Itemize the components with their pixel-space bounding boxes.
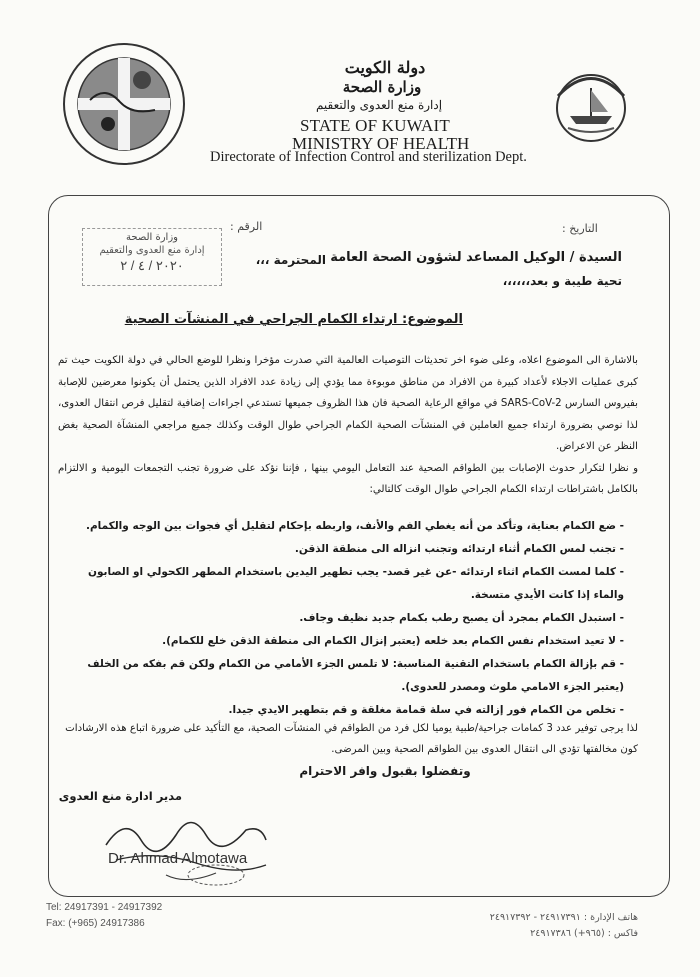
- subject-line: الموضوع: ارتداء الكمام الجراحي في المنشآت الصحية: [124, 312, 463, 327]
- header-ar-directorate: إدارة منع العدوى والتعقيم: [315, 98, 443, 112]
- closing-paragraph: [58, 718, 638, 760]
- signatory-name: Dr. Ahmad Almotawa: [108, 850, 248, 867]
- footer-tel-ar: هاتف الإدارة : ٢٤٩١٧٣٩١ - ٢٤٩١٧٣٩٢: [489, 912, 638, 923]
- list-item: - قم بإزالة الكمام باستخدام التقنية المناسبة: لا تلمس الجزء الأمامي من الكمام ولكن قم بفكه من الخلف (يعتبر الجزء الامامي ملوث ومصدر للعدوى).: [87, 658, 624, 693]
- handwritten-signature: [96, 805, 276, 890]
- footer-fax-ar: فاكس : (٩٦٥+) ٢٤٩١٧٣٨٦: [530, 928, 638, 939]
- recipient: السيدة / الوكيل المساعد لشؤون الصحة العامة: [330, 250, 622, 265]
- header-en-state: STATE OF KUWAIT: [300, 116, 450, 135]
- registry-stamp: [82, 228, 222, 286]
- list-item: - لا تعيد استخدام نفس الكمام بعد خلعه (يعتبر إنزال الكمام الى منطقة الذقن خلع للكمام).: [162, 635, 624, 647]
- regards-line: وتفضلوا بقبول وافر الاحترام: [299, 764, 471, 778]
- header-ar-ministry: وزارة الصحة: [342, 78, 422, 96]
- stamp-line-1: وزارة الصحة: [126, 232, 178, 243]
- date-label: التاريخ :: [562, 222, 598, 235]
- signatory-title: مدير ادارة منع العدوى: [58, 789, 182, 803]
- kuwait-emblem: [548, 66, 634, 144]
- list-item: - تجنب لمس الكمام أثناء ارتدائه وتجنب انزاله الى منطقة الذقن.: [294, 543, 624, 555]
- list-item: - ضع الكمام بعناية، وتأكد من أنه يغطي الفم والأنف، واربطه بإحكام لتقليل أي فجوات بين الوجه والكمام.: [85, 520, 624, 532]
- greeting: تحية طيبة و بعد،،،،،،: [502, 274, 622, 288]
- list-item: - تخلص من الكمام فور إزالته في سلة قمامة مغلقة و قم بتطهير الايدي جيدا.: [228, 704, 624, 716]
- body-paragraph: بالاشارة الى الموضوع اعلاه، وعلى ضوء اخر تحديثات التوصيات العالمية التي صدرت مؤخرا ونظرا للوضع الحالي في دولة الكويت حيث تم كبرى عمليات الاجلاء لأعداد كبيرة من الافراد من مناطق موبوءة مما يؤدي إلى زيادة عدد الافراد الذين يحتمل أن يكونوا معرضين للإصابة بفيروس السارس SARS-CoV-2 في مواقع الرعاية الصحية فان هذا الظروف جميعها تستدعي اجراءات إضافية لتقليل فرص انتقال العدوى، لذا نوصي بضرورة ارتداء جميع العاملين في المنشآت الصحية الكمام الجراحي طوال الوقت وكذلك جميع مراجعي المنشآة الصحية بغض النظر عن الاعراض.: [58, 355, 639, 452]
- footer-tel-en: Tel: 24917391 - 24917392: [46, 902, 163, 913]
- body-paragraph: و نظرا لتكرار حدوث الإصابات بين الطواقم الصحية عند التعامل اليومي بينها , فإننا نؤكد على ضرورة تجنب التجمعات اليومية و الالتزام بالكامل باشتراطات ارتداء الكمام الجراحي طوال الوقت كالتالي:: [58, 462, 638, 495]
- honorific: المحترمة ،،،: [255, 253, 326, 267]
- letter-body: [58, 350, 638, 501]
- mask-guidelines-list: [58, 515, 624, 722]
- header-ar-state: دولة الكويت: [344, 58, 426, 77]
- header-en-ministry: MINISTRY OF HEALTH: [292, 134, 470, 153]
- list-item: - كلما لمست الكمام اثناء ارتدائه -عن غير قصد- يجب تطهير اليدين باستخدام المطهر الكحولي او الصابون والماء إذا كانت الأيدي متسخة.: [88, 566, 624, 601]
- infection-control-emblem: [60, 40, 188, 168]
- stamp-date: ٢٠٢٠ / ٤ / ٢: [120, 258, 184, 273]
- header-en-directorate: Directorate of Infection Control and sterilization Dept.: [210, 149, 527, 165]
- list-item: - استبدل الكمام بمجرد أن يصبح رطب بكمام جديد نظيف وجاف.: [299, 612, 624, 624]
- stamp-line-2: إدارة منع العدوى والتعقيم: [99, 245, 205, 256]
- ref-label: الرقم :: [230, 220, 263, 233]
- closing-text: لذا يرجى توفير عدد 3 كمامات جراحية/طبية يوميا لكل فرد من الطواقم في المنشآت الصحية، مع التأكيد على ضرورة اتباع هذه الارشادات كون مخالفتها تؤدي الى انتقال العدوى بين الطواقم الصحية وبين المرضى.: [65, 723, 638, 755]
- footer-fax-en: Fax: (+965) 24917386: [46, 918, 145, 929]
